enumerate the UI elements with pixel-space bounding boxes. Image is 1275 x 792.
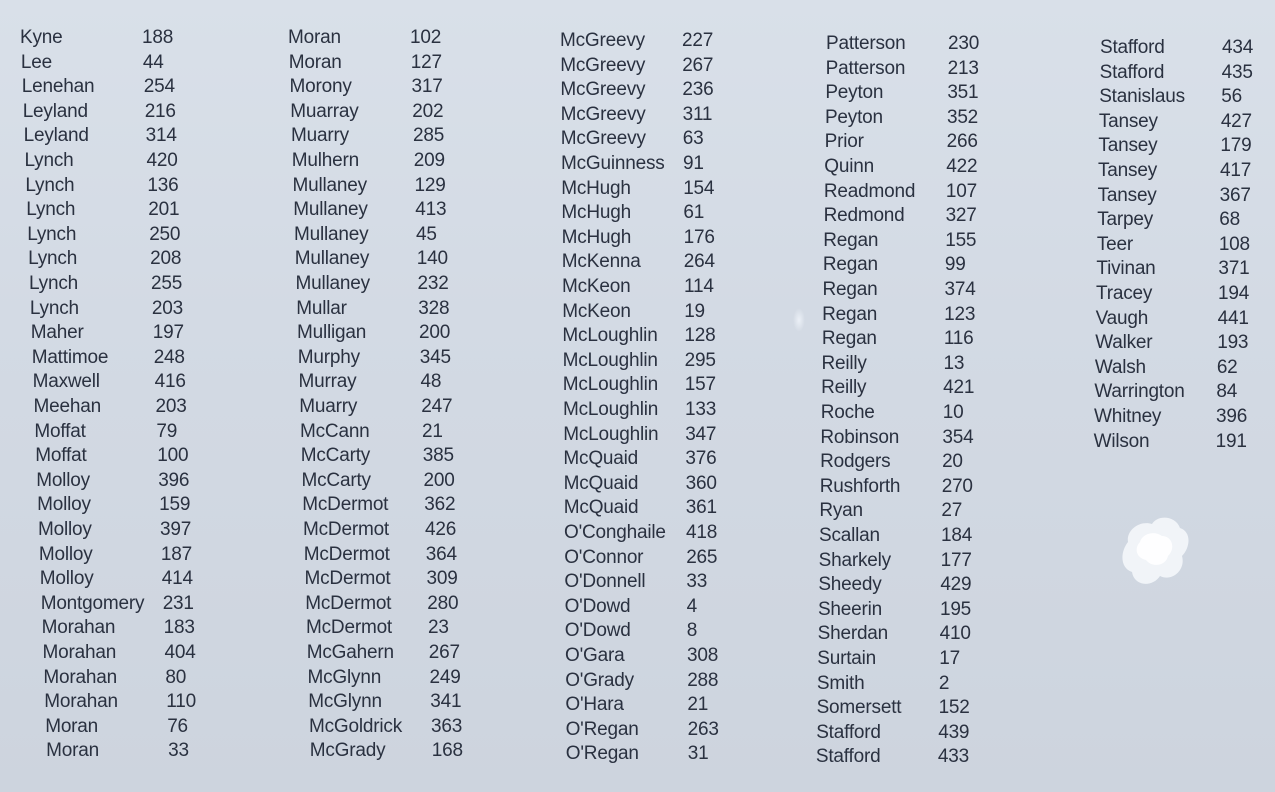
- plot-number: 195: [939, 598, 972, 620]
- surname: Lynch: [26, 199, 76, 221]
- surname: McQuaid: [563, 448, 639, 470]
- surname: Molloy: [39, 568, 94, 590]
- plot-number: 396: [1216, 406, 1248, 427]
- surname: Lynch: [24, 150, 74, 171]
- surname: Lynch: [29, 273, 78, 294]
- surname: McGreevy: [560, 30, 645, 51]
- surname: Regan: [823, 229, 879, 251]
- surname: Mullaney: [294, 223, 369, 245]
- plot-number: 159: [159, 494, 191, 516]
- plot-number: 374: [944, 279, 976, 300]
- surname: Murphy: [297, 346, 360, 368]
- surname: Rodgers: [820, 451, 891, 473]
- plot-number: 184: [941, 525, 973, 546]
- plot-number: 99: [944, 254, 966, 276]
- surname: O'Regan: [565, 718, 639, 740]
- plot-number: 416: [154, 371, 186, 393]
- plot-number: 63: [682, 128, 704, 150]
- plot-number: 351: [947, 82, 979, 104]
- surname: McGreevy: [560, 128, 646, 150]
- plot-number: 270: [941, 475, 973, 497]
- surname: Lenehan: [21, 76, 95, 98]
- plot-number: 352: [946, 106, 979, 128]
- surname: Stafford: [815, 746, 881, 768]
- surname: McLoughlin: [563, 423, 659, 445]
- surname: O'Regan: [565, 743, 639, 765]
- plot-number: 2: [938, 672, 950, 694]
- plot-number: 183: [163, 617, 195, 639]
- surname: Molloy: [37, 494, 91, 516]
- plot-number: 8: [686, 620, 698, 642]
- plot-number: 203: [151, 297, 183, 319]
- plot-number: 197: [152, 322, 184, 344]
- plot-number: 23: [428, 617, 449, 639]
- surname: McDermot: [303, 519, 390, 540]
- surname: Readmond: [823, 180, 916, 202]
- surname: Lynch: [25, 174, 75, 196]
- surname: Mullaney: [295, 273, 370, 294]
- surname: Muarry: [299, 396, 358, 417]
- plot-number: 360: [685, 472, 717, 494]
- surname: Moran: [45, 715, 99, 737]
- surname: Stafford: [816, 721, 881, 743]
- plot-number: 417: [1220, 160, 1252, 181]
- glare-spot: [1118, 512, 1192, 592]
- plot-number: 68: [1219, 209, 1240, 231]
- plot-number: 420: [146, 150, 178, 171]
- surname: Reilly: [821, 377, 867, 399]
- plot-number: 208: [150, 248, 182, 270]
- surname: Mullaney: [294, 248, 370, 270]
- surname: Sharkely: [818, 549, 891, 571]
- plot-number: 236: [682, 79, 714, 101]
- plot-number: 427: [1220, 110, 1252, 132]
- surname: Ryan: [819, 500, 863, 522]
- plot-number: 418: [686, 522, 718, 543]
- plot-number: 376: [685, 448, 717, 470]
- surname: Reilly: [821, 352, 867, 374]
- surname: McLoughlin: [562, 325, 658, 347]
- surname: McGreevy: [560, 54, 646, 76]
- plot-number: 367: [1219, 184, 1251, 206]
- plot-number: 177: [940, 549, 972, 571]
- surname: Leyland: [22, 100, 88, 122]
- plot-number: 341: [430, 691, 462, 713]
- plot-number: 154: [683, 177, 715, 199]
- surname: Surtain: [817, 648, 877, 669]
- surname: McQuaid: [563, 497, 639, 519]
- plot-number: 397: [160, 519, 192, 540]
- surname: Somersett: [816, 697, 902, 719]
- surname: Wilson: [1093, 430, 1150, 452]
- surname: Tansey: [1098, 110, 1158, 132]
- plot-number: 123: [944, 303, 976, 325]
- surname: Tansey: [1098, 135, 1158, 157]
- surname: McLoughlin: [562, 374, 658, 396]
- plot-number: 84: [1216, 381, 1238, 403]
- plot-number: 20: [942, 451, 963, 473]
- plot-number: 426: [425, 519, 457, 540]
- plot-number: 231: [162, 592, 194, 614]
- plot-number: 168: [431, 740, 463, 762]
- surname: Tansey: [1098, 160, 1158, 181]
- plot-number: 203: [155, 396, 187, 417]
- surname: Peyton: [825, 82, 884, 104]
- surname: McQuaid: [563, 472, 639, 494]
- surname: Tarpey: [1097, 209, 1154, 231]
- plot-number: 404: [164, 642, 196, 663]
- surname: McGreevy: [560, 103, 646, 125]
- surname: Moffat: [34, 420, 86, 442]
- plot-number: 230: [948, 33, 980, 54]
- light-reflection: [793, 308, 805, 332]
- surname: O'Hara: [565, 694, 624, 716]
- surname: McGrady: [309, 740, 386, 762]
- plot-number: 434: [1222, 37, 1254, 58]
- plot-number: 295: [684, 349, 716, 371]
- plot-number: 76: [167, 715, 188, 737]
- surname: Tansey: [1097, 184, 1157, 206]
- plot-number: 107: [945, 180, 978, 202]
- plot-number: 91: [683, 153, 704, 174]
- plot-number: 61: [683, 202, 705, 224]
- plot-number: 264: [683, 251, 715, 273]
- plot-number: 280: [427, 592, 459, 614]
- surname: Morahan: [42, 642, 117, 663]
- plot-number: 311: [682, 103, 713, 125]
- surname: Patterson: [826, 33, 906, 54]
- plot-number: 31: [687, 743, 709, 765]
- surname: Moran: [288, 27, 341, 48]
- surname: McKeon: [562, 276, 631, 297]
- plot-number: 441: [1217, 307, 1249, 329]
- surname: Maxwell: [32, 371, 100, 393]
- plot-number: 410: [939, 623, 971, 645]
- surname: Mullar: [296, 297, 347, 319]
- surname: Stanislaus: [1099, 86, 1185, 108]
- surname: McKenna: [561, 251, 641, 273]
- plot-number: 133: [685, 399, 717, 420]
- surname: McGlynn: [307, 666, 382, 688]
- surname: Moffat: [35, 445, 87, 467]
- surname: Patterson: [825, 57, 906, 79]
- surname: McDermot: [306, 617, 393, 639]
- surname: Stafford: [1100, 37, 1165, 58]
- surname: Peyton: [824, 106, 883, 128]
- surname: Whitney: [1094, 406, 1162, 427]
- plot-number: 127: [410, 51, 442, 73]
- surname: Regan: [821, 328, 877, 350]
- surname: Muarray: [290, 100, 359, 122]
- surname: Leyland: [23, 125, 89, 147]
- surname: Murray: [298, 371, 357, 393]
- surname: Mattimoe: [31, 346, 109, 368]
- plot-number: 187: [160, 543, 192, 565]
- surname: Sherdan: [817, 623, 889, 645]
- plot-number: 285: [413, 125, 445, 147]
- plot-number: 362: [424, 494, 456, 516]
- plot-number: 439: [938, 721, 970, 743]
- plot-number: 44: [142, 51, 164, 73]
- plot-number: 422: [946, 156, 978, 177]
- surname: Lee: [20, 51, 52, 73]
- surname: Teer: [1096, 233, 1133, 255]
- surname: Molloy: [36, 469, 90, 491]
- surname: McGuinness: [561, 153, 665, 174]
- plot-number: 157: [684, 374, 716, 396]
- surname: McHugh: [561, 226, 632, 248]
- plot-number: 80: [165, 666, 187, 688]
- surname: Mulhern: [291, 150, 359, 171]
- surname: Morahan: [41, 617, 116, 639]
- plot-number: 179: [1220, 135, 1252, 157]
- surname: McLoughlin: [563, 399, 659, 420]
- surname: Scallan: [819, 525, 880, 546]
- surname: McDermot: [303, 543, 390, 565]
- plot-number: 21: [422, 420, 443, 442]
- surname: Lynch: [27, 223, 77, 245]
- plot-number: 21: [687, 694, 709, 716]
- surname: Mulligan: [297, 322, 367, 344]
- surname: Regan: [822, 303, 878, 325]
- plot-number: 414: [161, 568, 193, 590]
- plot-number: 309: [426, 568, 458, 590]
- surname: Mullaney: [292, 174, 367, 196]
- plot-number: 363: [431, 715, 463, 737]
- surname: McCann: [300, 420, 370, 442]
- plot-number: 13: [943, 352, 965, 374]
- plot-number: 232: [417, 273, 449, 294]
- surname: O'Gara: [565, 645, 625, 666]
- surname: Morahan: [44, 691, 118, 713]
- plot-number: 308: [687, 645, 719, 666]
- surname: Vaugh: [1095, 307, 1149, 329]
- plot-number: 328: [418, 297, 450, 319]
- surname: Morahan: [43, 666, 117, 688]
- surname: O'Conghaile: [564, 522, 666, 543]
- plot-number: 435: [1221, 61, 1253, 83]
- plot-number: 45: [416, 223, 437, 245]
- plot-number: 194: [1218, 283, 1250, 304]
- plot-number: 433: [937, 746, 969, 768]
- plot-number: 327: [945, 205, 977, 227]
- plot-number: 128: [684, 325, 716, 347]
- surname: Regan: [822, 254, 878, 276]
- plot-number: 216: [144, 100, 176, 122]
- surname: Quinn: [824, 156, 874, 177]
- plot-number: 266: [946, 131, 978, 153]
- surname: McDermot: [302, 494, 389, 516]
- plot-number: 114: [684, 276, 714, 297]
- surname: Stafford: [1099, 61, 1165, 83]
- plot-number: 56: [1221, 86, 1242, 108]
- surname: Roche: [820, 402, 875, 423]
- surname: McCarty: [301, 469, 371, 491]
- plot-number: 155: [945, 229, 977, 251]
- plot-number: 140: [416, 248, 448, 270]
- plot-number: 364: [425, 543, 457, 565]
- plot-number: 202: [412, 100, 444, 122]
- surname: Lynch: [29, 297, 79, 319]
- plot-number: 429: [940, 574, 972, 596]
- plot-number: 413: [415, 199, 447, 221]
- plot-number: 248: [153, 346, 185, 368]
- plot-number: 200: [419, 322, 451, 344]
- surname: Kyne: [20, 27, 63, 48]
- plot-number: 4: [686, 595, 697, 617]
- surname: Sheedy: [818, 574, 882, 596]
- plot-number: 110: [166, 691, 196, 713]
- plot-number: 288: [687, 669, 719, 691]
- plot-number: 27: [941, 500, 963, 522]
- plot-number: 347: [685, 423, 717, 445]
- plot-number: 265: [686, 546, 718, 568]
- plot-number: 254: [143, 76, 175, 98]
- plot-number: 227: [682, 30, 714, 51]
- surname: Tracey: [1096, 283, 1153, 304]
- surname: Muarry: [291, 125, 349, 147]
- surname: Montgomery: [40, 592, 145, 614]
- surname: Sheerin: [817, 598, 883, 620]
- surname: McDermot: [304, 568, 391, 590]
- surname: McHugh: [561, 202, 631, 224]
- surname: Moran: [288, 51, 342, 73]
- plot-number: 250: [149, 223, 181, 245]
- plot-number: 19: [684, 300, 705, 322]
- plot-number: 176: [683, 226, 715, 248]
- surname: Walker: [1095, 332, 1153, 354]
- surname: Robinson: [820, 426, 900, 448]
- plot-number: 108: [1218, 233, 1250, 255]
- surname: Prior: [824, 131, 864, 153]
- plot-number: 345: [419, 346, 451, 368]
- surname: Warrington: [1094, 381, 1185, 403]
- plot-number: 10: [942, 402, 964, 423]
- plot-number: 385: [422, 445, 454, 467]
- plot-number: 33: [686, 571, 708, 593]
- plot-number: 100: [157, 445, 189, 467]
- plot-number: 193: [1217, 332, 1249, 354]
- surname: Lynch: [28, 248, 78, 270]
- plot-number: 213: [947, 57, 979, 79]
- plot-number: 79: [156, 420, 178, 442]
- surname: O'Dowd: [564, 620, 631, 642]
- surname: O'Connor: [564, 546, 644, 568]
- plot-number: 209: [413, 150, 445, 171]
- surname: McHugh: [561, 177, 631, 199]
- plot-number: 102: [410, 27, 442, 48]
- plot-number: 136: [147, 174, 179, 196]
- surname: O'Dowd: [564, 595, 631, 617]
- plot-number: 371: [1218, 258, 1250, 280]
- plot-number: 188: [142, 27, 174, 48]
- plot-number: 421: [943, 377, 975, 399]
- plot-number: 62: [1216, 356, 1238, 378]
- plot-number: 33: [168, 740, 189, 762]
- plot-number: 17: [939, 648, 960, 669]
- surname: Moran: [46, 740, 99, 762]
- surname: McLoughlin: [562, 349, 658, 371]
- surname: McGahern: [306, 642, 394, 663]
- surname: Walsh: [1094, 356, 1146, 378]
- surname: O'Grady: [565, 669, 634, 691]
- surname: McGoldrick: [309, 715, 403, 737]
- plot-number: 396: [158, 469, 190, 491]
- surname: Molloy: [38, 519, 92, 540]
- plot-number: 361: [685, 497, 717, 519]
- plot-number: 201: [148, 199, 180, 221]
- surname: Tivinan: [1096, 258, 1156, 280]
- surname: Morony: [289, 76, 352, 98]
- surname: Redmond: [823, 205, 905, 227]
- surname: McKeon: [562, 300, 631, 322]
- plot-number: 267: [428, 642, 460, 663]
- surname: Meehan: [33, 396, 101, 417]
- plot-number: 200: [423, 469, 455, 491]
- plot-number: 116: [943, 328, 974, 350]
- plot-number: 263: [687, 718, 719, 740]
- plot-number: 354: [942, 426, 974, 448]
- plot-number: 249: [429, 666, 461, 688]
- plot-number: 267: [682, 54, 714, 76]
- surname: McGlynn: [308, 691, 382, 713]
- surname: Mullaney: [293, 199, 368, 221]
- plot-number: 191: [1215, 430, 1247, 452]
- surname: McDermot: [305, 592, 392, 614]
- plot-number: 152: [938, 697, 970, 719]
- surname: Regan: [822, 279, 878, 300]
- surname: Molloy: [38, 543, 93, 565]
- surname: Rushforth: [819, 475, 901, 497]
- surname: Maher: [30, 322, 84, 344]
- plot-number: 317: [411, 76, 443, 98]
- plot-number: 129: [414, 174, 446, 196]
- surname: McCarty: [300, 445, 371, 467]
- surname: O'Donnell: [564, 571, 646, 593]
- plot-number: 247: [421, 396, 453, 417]
- plot-number: 48: [420, 371, 442, 393]
- surname: McGreevy: [560, 79, 646, 101]
- surname: Smith: [816, 672, 865, 694]
- plot-number: 255: [151, 273, 183, 294]
- plot-number: 314: [145, 125, 177, 147]
